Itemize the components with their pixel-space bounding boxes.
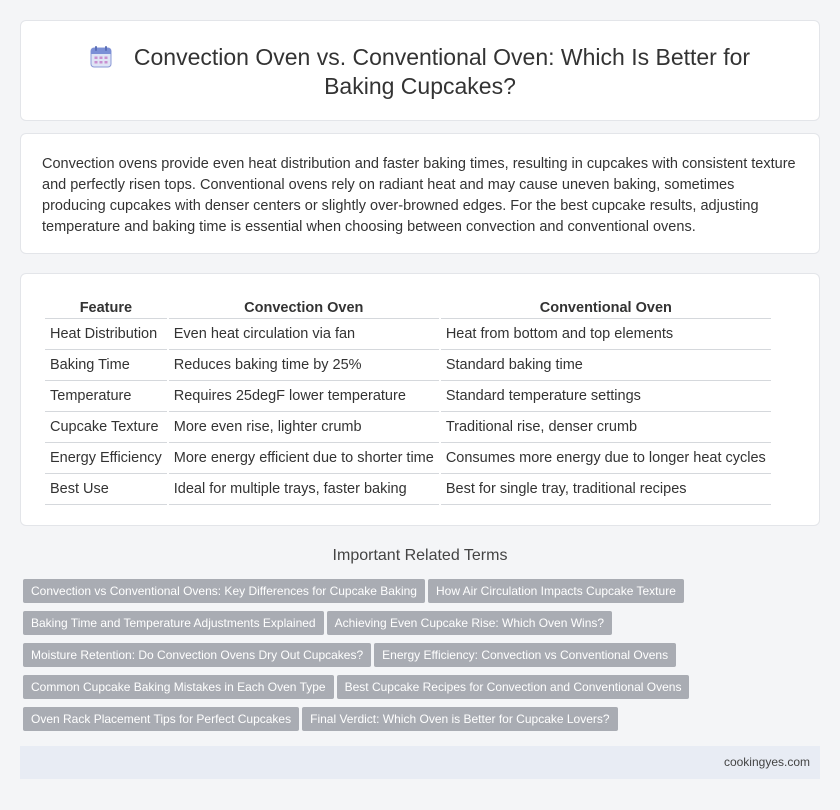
feature-cell: Cupcake Texture [45,412,167,443]
feature-cell: Energy Efficiency [45,443,167,474]
intro-card [20,133,820,254]
column-header-feature: Feature [45,297,167,319]
related-terms-list [23,579,723,739]
conventional-cell: Heat from bottom and top elements [441,319,771,350]
related-term-tag[interactable]: Energy Efficiency: Convection vs Conventional Ovens [374,643,676,667]
convection-cell: More energy efficient due to shorter time [169,443,439,474]
feature-cell: Temperature [45,381,167,412]
convection-cell: Even heat circulation via fan [169,319,439,350]
conventional-cell: Traditional rise, denser crumb [441,412,771,443]
table-row [45,319,771,350]
related-term-tag[interactable]: Common Cupcake Baking Mistakes in Each Oven Type [23,675,334,699]
convection-cell: Requires 25degF lower temperature [169,381,439,412]
related-term-tag[interactable]: Convection vs Conventional Ovens: Key Differences for Cupcake Baking [23,579,425,603]
table-row [45,350,771,381]
tag-row [23,643,723,675]
tag-row [23,579,723,611]
related-term-tag[interactable]: Achieving Even Cupcake Rise: Which Oven Wins? [327,611,612,635]
feature-cell: Baking Time [45,350,167,381]
table-row [45,381,771,412]
page-title: Convection Oven vs. Conventional Oven: Which Is Better for Baking Cupcakes? [133,44,751,99]
conventional-cell: Standard temperature settings [441,381,771,412]
tag-row [23,707,723,739]
footer-site-link[interactable]: cookingyes.com [723,755,810,769]
table-row [45,474,771,505]
feature-cell: Best Use [45,474,167,505]
column-header-conventional: Conventional Oven [441,297,771,319]
feature-cell: Heat Distribution [45,319,167,350]
title-card [20,20,820,121]
comparison-table [43,297,773,505]
table-header-row [45,297,771,319]
table-row [45,412,771,443]
footer [20,746,820,779]
column-header-convection: Convection Oven [169,297,439,319]
conventional-cell: Standard baking time [441,350,771,381]
convection-cell: Ideal for multiple trays, faster baking [169,474,439,505]
conventional-cell: Consumes more energy due to longer heat cycles [441,443,771,474]
tag-row [23,611,723,643]
related-term-tag[interactable]: Final Verdict: Which Oven is Better for Cupcake Lovers? [302,707,617,731]
table-row [45,443,771,474]
related-term-tag[interactable]: Baking Time and Temperature Adjustments Explained [23,611,324,635]
calendar-icon [90,46,112,68]
page-title-wrap [81,43,759,101]
related-term-tag[interactable]: Best Cupcake Recipes for Convection and Conventional Ovens [337,675,690,699]
tag-row [23,675,723,707]
conventional-cell: Best for single tray, traditional recipes [441,474,771,505]
convection-cell: More even rise, lighter crumb [169,412,439,443]
related-terms-heading: Important Related Terms [332,547,508,564]
related-term-tag[interactable]: How Air Circulation Impacts Cupcake Texture [428,579,684,603]
convection-cell: Reduces baking time by 25% [169,350,439,381]
related-term-tag[interactable]: Moisture Retention: Do Convection Ovens Dry Out Cupcakes? [23,643,371,667]
comparison-card [20,273,820,526]
intro-paragraph: Convection ovens provide even heat distribution and faster baking times, resulting in cupcakes with consistent texture and perfectly risen tops. Conventional ovens rely on radiant heat and may cause uneven baking, sometimes producing cupcakes with denser centers or slightly over-browned edges. For the best cupcake results, adjusting temperature and baking time is essential when choosing between convection and conventional ovens. [42,156,796,235]
related-term-tag[interactable]: Oven Rack Placement Tips for Perfect Cupcakes [23,707,299,731]
